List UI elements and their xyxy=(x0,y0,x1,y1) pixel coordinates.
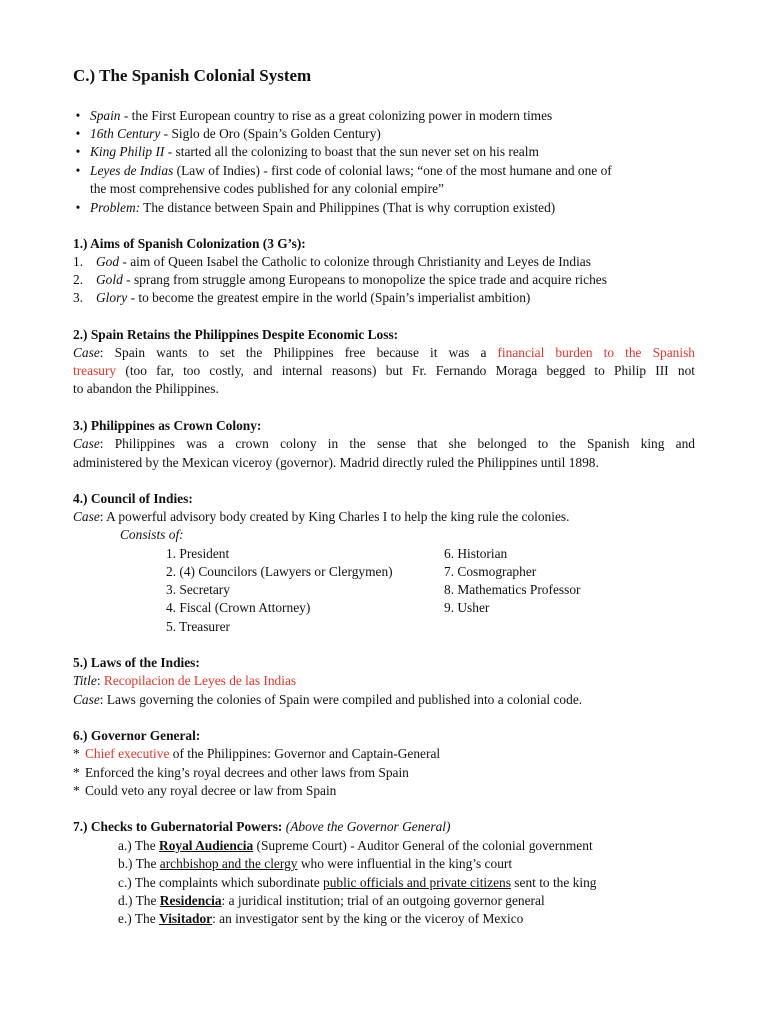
member-item: 5. Treasurer xyxy=(166,619,230,634)
check-item: c.) The complaints which subordinate public officials and private citizens sent to the king xyxy=(118,875,597,890)
star-item: * Could veto any royal decree or law from Spain xyxy=(73,783,337,798)
paragraph-line: Case: Spain wants to set the Philippines free because it was a financial burden to the Spanish xyxy=(73,345,695,360)
member-item: 8. Mathematics Professor xyxy=(444,582,581,597)
list-item: 3. Glory - to become the greatest empire in the world (Spain’s imperialist ambition) xyxy=(73,290,531,305)
list-item: 1. God - aim of Queen Isabel the Catholic to colonize through Christianity and Leyes de Indias xyxy=(73,254,591,269)
check-item: e.) The Visitador: an investigator sent by the king or the viceroy of Mexico xyxy=(118,911,524,926)
section-heading: 3.) Philippines as Crown Colony: xyxy=(73,418,262,433)
member-item: 1. President xyxy=(166,546,230,561)
star-item: * Chief executive of the Philippines: Governor and Captain-General xyxy=(73,746,441,761)
check-item: a.) The Royal Audiencia (Supreme Court) - Auditor General of the colonial government xyxy=(118,838,593,853)
member-item: 6. Historian xyxy=(444,546,508,561)
paragraph-line: Title: Recopilacion de Leyes de las Indias xyxy=(73,673,297,688)
bullet-dot: • xyxy=(75,200,81,215)
member-item: 4. Fiscal (Crown Attorney) xyxy=(166,600,311,615)
member-item: 9. Usher xyxy=(444,600,490,615)
paragraph-line: Case: Laws governing the colonies of Spain were compiled and published into a colonial code. xyxy=(73,692,583,707)
bullet-dot: • xyxy=(75,126,81,141)
section-heading: 4.) Council of Indies: xyxy=(73,491,193,506)
section-heading: 5.) Laws of the Indies: xyxy=(73,655,200,670)
consists-label: Consists of: xyxy=(120,527,184,542)
section-heading: 2.) Spain Retains the Philippines Despite Economic Loss: xyxy=(73,327,399,342)
paragraph-line: treasury (too far, too costly, and internal reasons) but Fr. Fernando Moraga begged to Philip III not xyxy=(73,363,695,378)
bullet-item: Problem: The distance between Spain and Philippines (That is why corruption existed) xyxy=(90,200,556,215)
member-item: 7. Cosmographer xyxy=(444,564,537,579)
paragraph-line: Case: Philippines was a crown colony in the sense that she belonged to the Spanish king and xyxy=(73,436,695,451)
member-item: 2. (4) Councilors (Lawyers or Clergymen) xyxy=(166,564,393,579)
list-item: 2. Gold - sprang from struggle among Europeans to monopolize the spice trade and acquire riches xyxy=(73,272,607,287)
check-item: d.) The Residencia: a juridical institution; trial of an outgoing governor general xyxy=(118,893,545,908)
member-item: 3. Secretary xyxy=(166,582,230,597)
bullet-item: Spain - the First European country to rise as a great colonizing power in modern times xyxy=(90,108,553,123)
bullet-item: King Philip II - started all the colonizing to boast that the sun never set on his realm xyxy=(90,144,539,159)
page-title: C.) The Spanish Colonial System xyxy=(73,66,312,85)
check-item: b.) The archbishop and the clergy who were influential in the king’s court xyxy=(118,856,513,871)
bullet-item: Leyes de Indias (Law of Indies) - first code of colonial laws; “one of the most humane and one of xyxy=(90,163,612,178)
paragraph-line: administered by the Mexican viceroy (governor). Madrid directly ruled the Philippines until 1898. xyxy=(73,455,599,470)
section-heading: 6.) Governor General: xyxy=(73,728,201,743)
bullet-dot: • xyxy=(75,163,81,178)
paragraph-line: to abandon the Philippines. xyxy=(73,381,219,396)
section-heading: 7.) Checks to Gubernatorial Powers: (Above the Governor General) xyxy=(73,819,451,834)
section-heading: 1.) Aims of Spanish Colonization (3 G’s): xyxy=(73,236,306,251)
bullet-item-continued: the most comprehensive codes published for any colonial empire” xyxy=(90,181,445,196)
bullet-dot: • xyxy=(75,108,81,123)
star-item: * Enforced the king’s royal decrees and other laws from Spain xyxy=(73,765,409,780)
bullet-dot: • xyxy=(75,144,81,159)
paragraph-line: Case: A powerful advisory body created by King Charles I to help the king rule the colonies. xyxy=(73,509,570,524)
bullet-item: 16th Century - Siglo de Oro (Spain’s Golden Century) xyxy=(90,126,381,141)
